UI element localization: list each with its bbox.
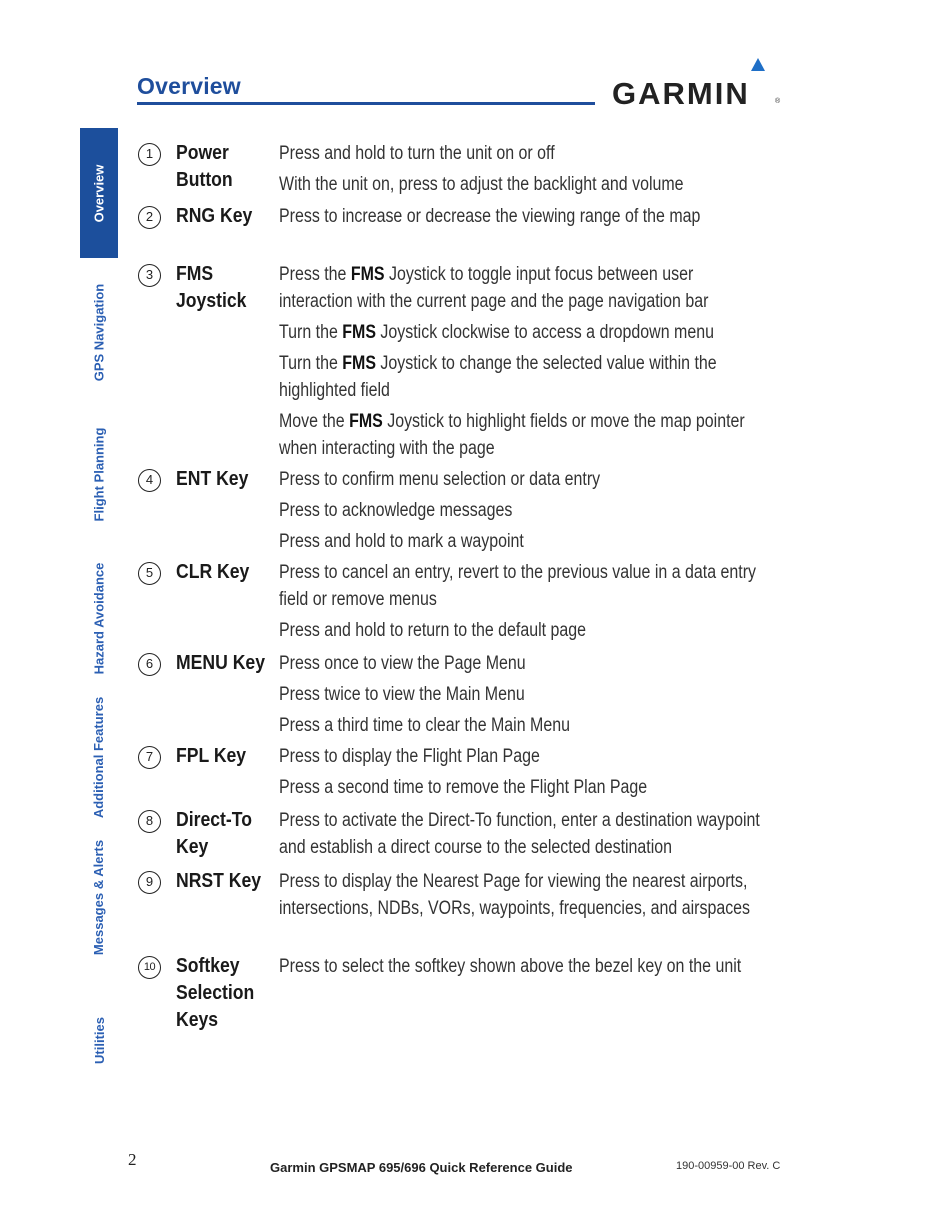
item-description: Press to activate the Direct-To function, enter a destination waypoint and establish a direct course to the selected destination [279,810,760,858]
item-name: MENU Key [176,652,266,674]
item-name: CLR Key [176,561,250,583]
item-description: Press to display the Flight Plan Page Press a second time to remove the Flight Plan Page [279,746,648,798]
item-name: Power Button [176,142,233,191]
callout-number: 4 [138,469,161,492]
tab-utilities[interactable]: Utilities [91,1016,107,1064]
page-number: 2 [128,1150,137,1169]
callout-number: 6 [138,653,161,676]
item-name: ENT Key [176,468,249,490]
page-title: Overview [137,73,241,99]
callout-number: 2 [138,206,161,229]
tab-gps-navigation[interactable]: GPS Navigation [91,283,107,382]
callout-number: 10 [138,956,161,979]
item-description: Press to select the softkey shown above the bezel key on the unit [279,956,742,977]
document-number: 190-00959-00 Rev. C [676,1160,781,1172]
item-name: Direct-To Key [176,809,252,858]
item-name: Softkey Selection Keys [176,955,255,1031]
item-name: NRST Key [176,870,262,892]
callout-number: 9 [138,871,161,894]
tab-flight-planning[interactable]: Flight Planning [91,427,107,522]
callout-number: 5 [138,562,161,585]
item-description: Press the FMS Joystick to toggle input focus between user interaction with the current page and the page navigation bar Turn the FMS Joystick clockwise to access a dropdown menu Turn the FMS Joystick to change the selected value within the highlighted field Move the FMS Joystick to highlight fields or move the map pointer when interacting with the page [279,264,745,459]
tab-additional-features[interactable]: Additional Features [91,696,107,819]
item-description: Press to confirm menu selection or data entry Press to acknowledge messages Press and hold to mark a waypoint [279,469,601,552]
item-description: Press to increase or decrease the viewing range of the map [279,206,701,227]
callout-number: 1 [138,143,161,166]
callout-number: 8 [138,810,161,833]
tab-hazard-avoidance[interactable]: Hazard Avoidance [91,562,107,674]
tab-overview[interactable]: Overview [80,128,118,258]
garmin-triangle-icon [751,58,765,71]
item-description: Press once to view the Page Menu Press twice to view the Main Menu Press a third time to clear the Main Menu [279,653,570,736]
title-rule [137,102,595,105]
callout-number: 3 [138,264,161,287]
item-description: Press and hold to turn the unit on or off With the unit on, press to adjust the backlight and volume [279,143,684,195]
footer-title: Garmin GPSMAP 695/696 Quick Reference Guide [270,1160,573,1175]
item-description: Press to cancel an entry, revert to the previous value in a data entry field or remove menus Press and hold to return to the default page [279,562,756,641]
registered-mark: ® [775,98,781,105]
callout-number: 7 [138,746,161,769]
item-name: FMS Joystick [176,263,247,312]
tab-messages-alerts[interactable]: Messages & Alerts [91,839,107,956]
item-description: Press to display the Nearest Page for viewing the nearest airports, intersections, NDBs, VORs, waypoints, frequencies, and airspaces [279,871,751,919]
item-name: RNG Key [176,205,253,227]
item-name: FPL Key [176,745,247,767]
garmin-logo: GARMIN [612,76,750,111]
